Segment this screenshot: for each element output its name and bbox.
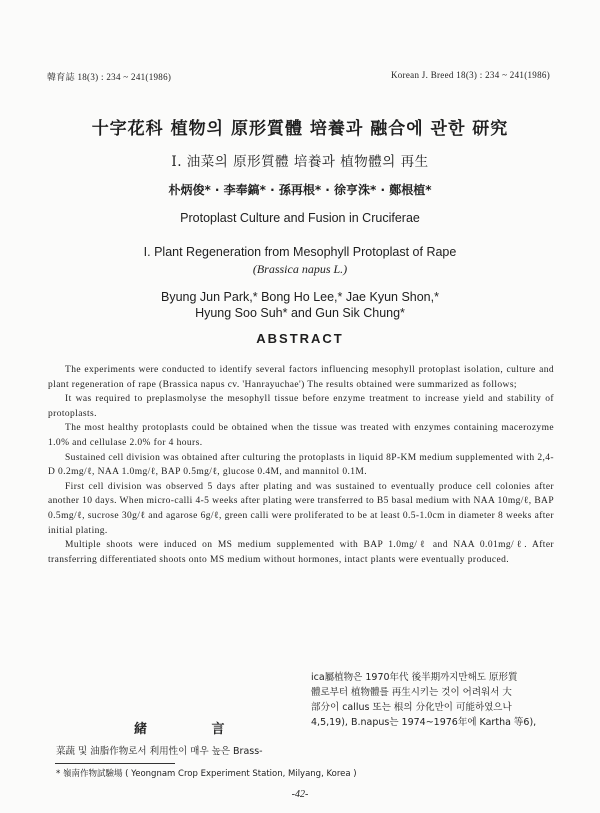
journal-citation-korean: 韓育誌 18(3) : 234 ~ 241(1986): [47, 72, 172, 82]
abstract-paragraph: Sustained cell division was obtained after culturing the protoplasts in liquid 8P-KM medium supplemented with 2,4-D 0.2mg/ℓ, NAA 1.0mg/ℓ, BAP 0.5mg/ℓ, glucose 0.4M, and mannitol 0.1M.: [48, 452, 554, 478]
text-line: 部分이 callus 또는 根의 分化만이 可能하였으나: [311, 702, 512, 713]
abstract-body: [48, 363, 554, 567]
title-english: Protoplast Culture and Fusion in Cruciferae: [180, 211, 420, 225]
title-korean: 十字花科 植物의 原形質體 培養과 融合에 관한 研究: [91, 119, 509, 139]
abstract-heading: ABSTRACT: [256, 331, 344, 346]
authors-english-line2: Hyung Soo Suh* and Gun Sik Chung*: [195, 306, 405, 320]
abstract-paragraph: The most healthy protoplasts could be obtained when the tissue was treated with enzymes containing macerozyme 1.0% and cellulase 2.0% for 4 hours.: [48, 423, 554, 448]
introduction-text-right: [311, 670, 556, 730]
affiliation-footnote: * 嶺南作物試驗場 ( Yeongnam Crop Experiment Station, Milyang, Korea ): [56, 769, 357, 779]
text-line: 4,5,19), B.napus는 1974~1976年에 Kartha 等6),: [311, 717, 537, 728]
introduction-heading: 緒 言: [134, 722, 255, 737]
subtitle-english: I. Plant Regeneration from Mesophyll Protoplast of Rape: [143, 245, 457, 259]
abstract-paragraph: First cell division was observed 5 days after plating and was sustained to eventually produce cell colonies after another 10 days. When micro-calli 4-5 weeks after plating were transferred to B5 basal medium with NAA 10mg/ℓ, BAP 0.5mg/ℓ, sucrose 30g/ℓ and agarose 6g/ℓ, green calli were proliferated to be at least 0.5-1.0cm in diameter 8 weeks after initial plating.: [48, 481, 554, 536]
journal-citation-english: Korean J. Breed 18(3) : 234 ~ 241(1986): [390, 70, 550, 80]
authors-english-line1: Byung Jun Park,* Bong Ho Lee,* Jae Kyun Shon,*: [161, 290, 439, 304]
introduction-text-left: 菜蔬 및 油脂作物로서 利用性이 매우 높은 Brass-: [56, 746, 263, 757]
subtitle-korean: I. 油菜의 原形質體 培養과 植物體의 再生: [171, 154, 429, 170]
abstract-paragraph: It was required to preplasmolyse the mesophyll tissue before enzyme treatment to increase yield and stability of protoplasts.: [48, 394, 554, 419]
authors-korean: 朴炳俊* · 李奉鎬* · 孫再根* · 徐亨洙* · 鄭根植*: [168, 183, 432, 197]
species-name: (Brassica napus L.): [252, 262, 348, 276]
abstract-paragraph: The experiments were conducted to identify several factors influencing mesophyll protoplast isolation, culture and plant regeneration of rape (Brassica napus cv. 'Hanrayuchae') The results obtained were summarized as follows;: [48, 365, 554, 390]
footnote-divider: [55, 763, 175, 764]
text-line: ica屬植物은 1970年代 後半期까지만해도 原形質: [311, 672, 518, 683]
page-number: -42-: [291, 789, 309, 800]
abstract-paragraph: Multiple shoots were induced on MS medium supplemented with BAP 1.0mg/ℓ and NAA 0.01mg/ℓ. After transferring differentiated shoots onto MS medium without hormones, intact plants were eventually produced.: [48, 540, 554, 565]
text-line: 體로부터 植物體를 再生시키는 것이 어려워서 大: [311, 687, 512, 698]
